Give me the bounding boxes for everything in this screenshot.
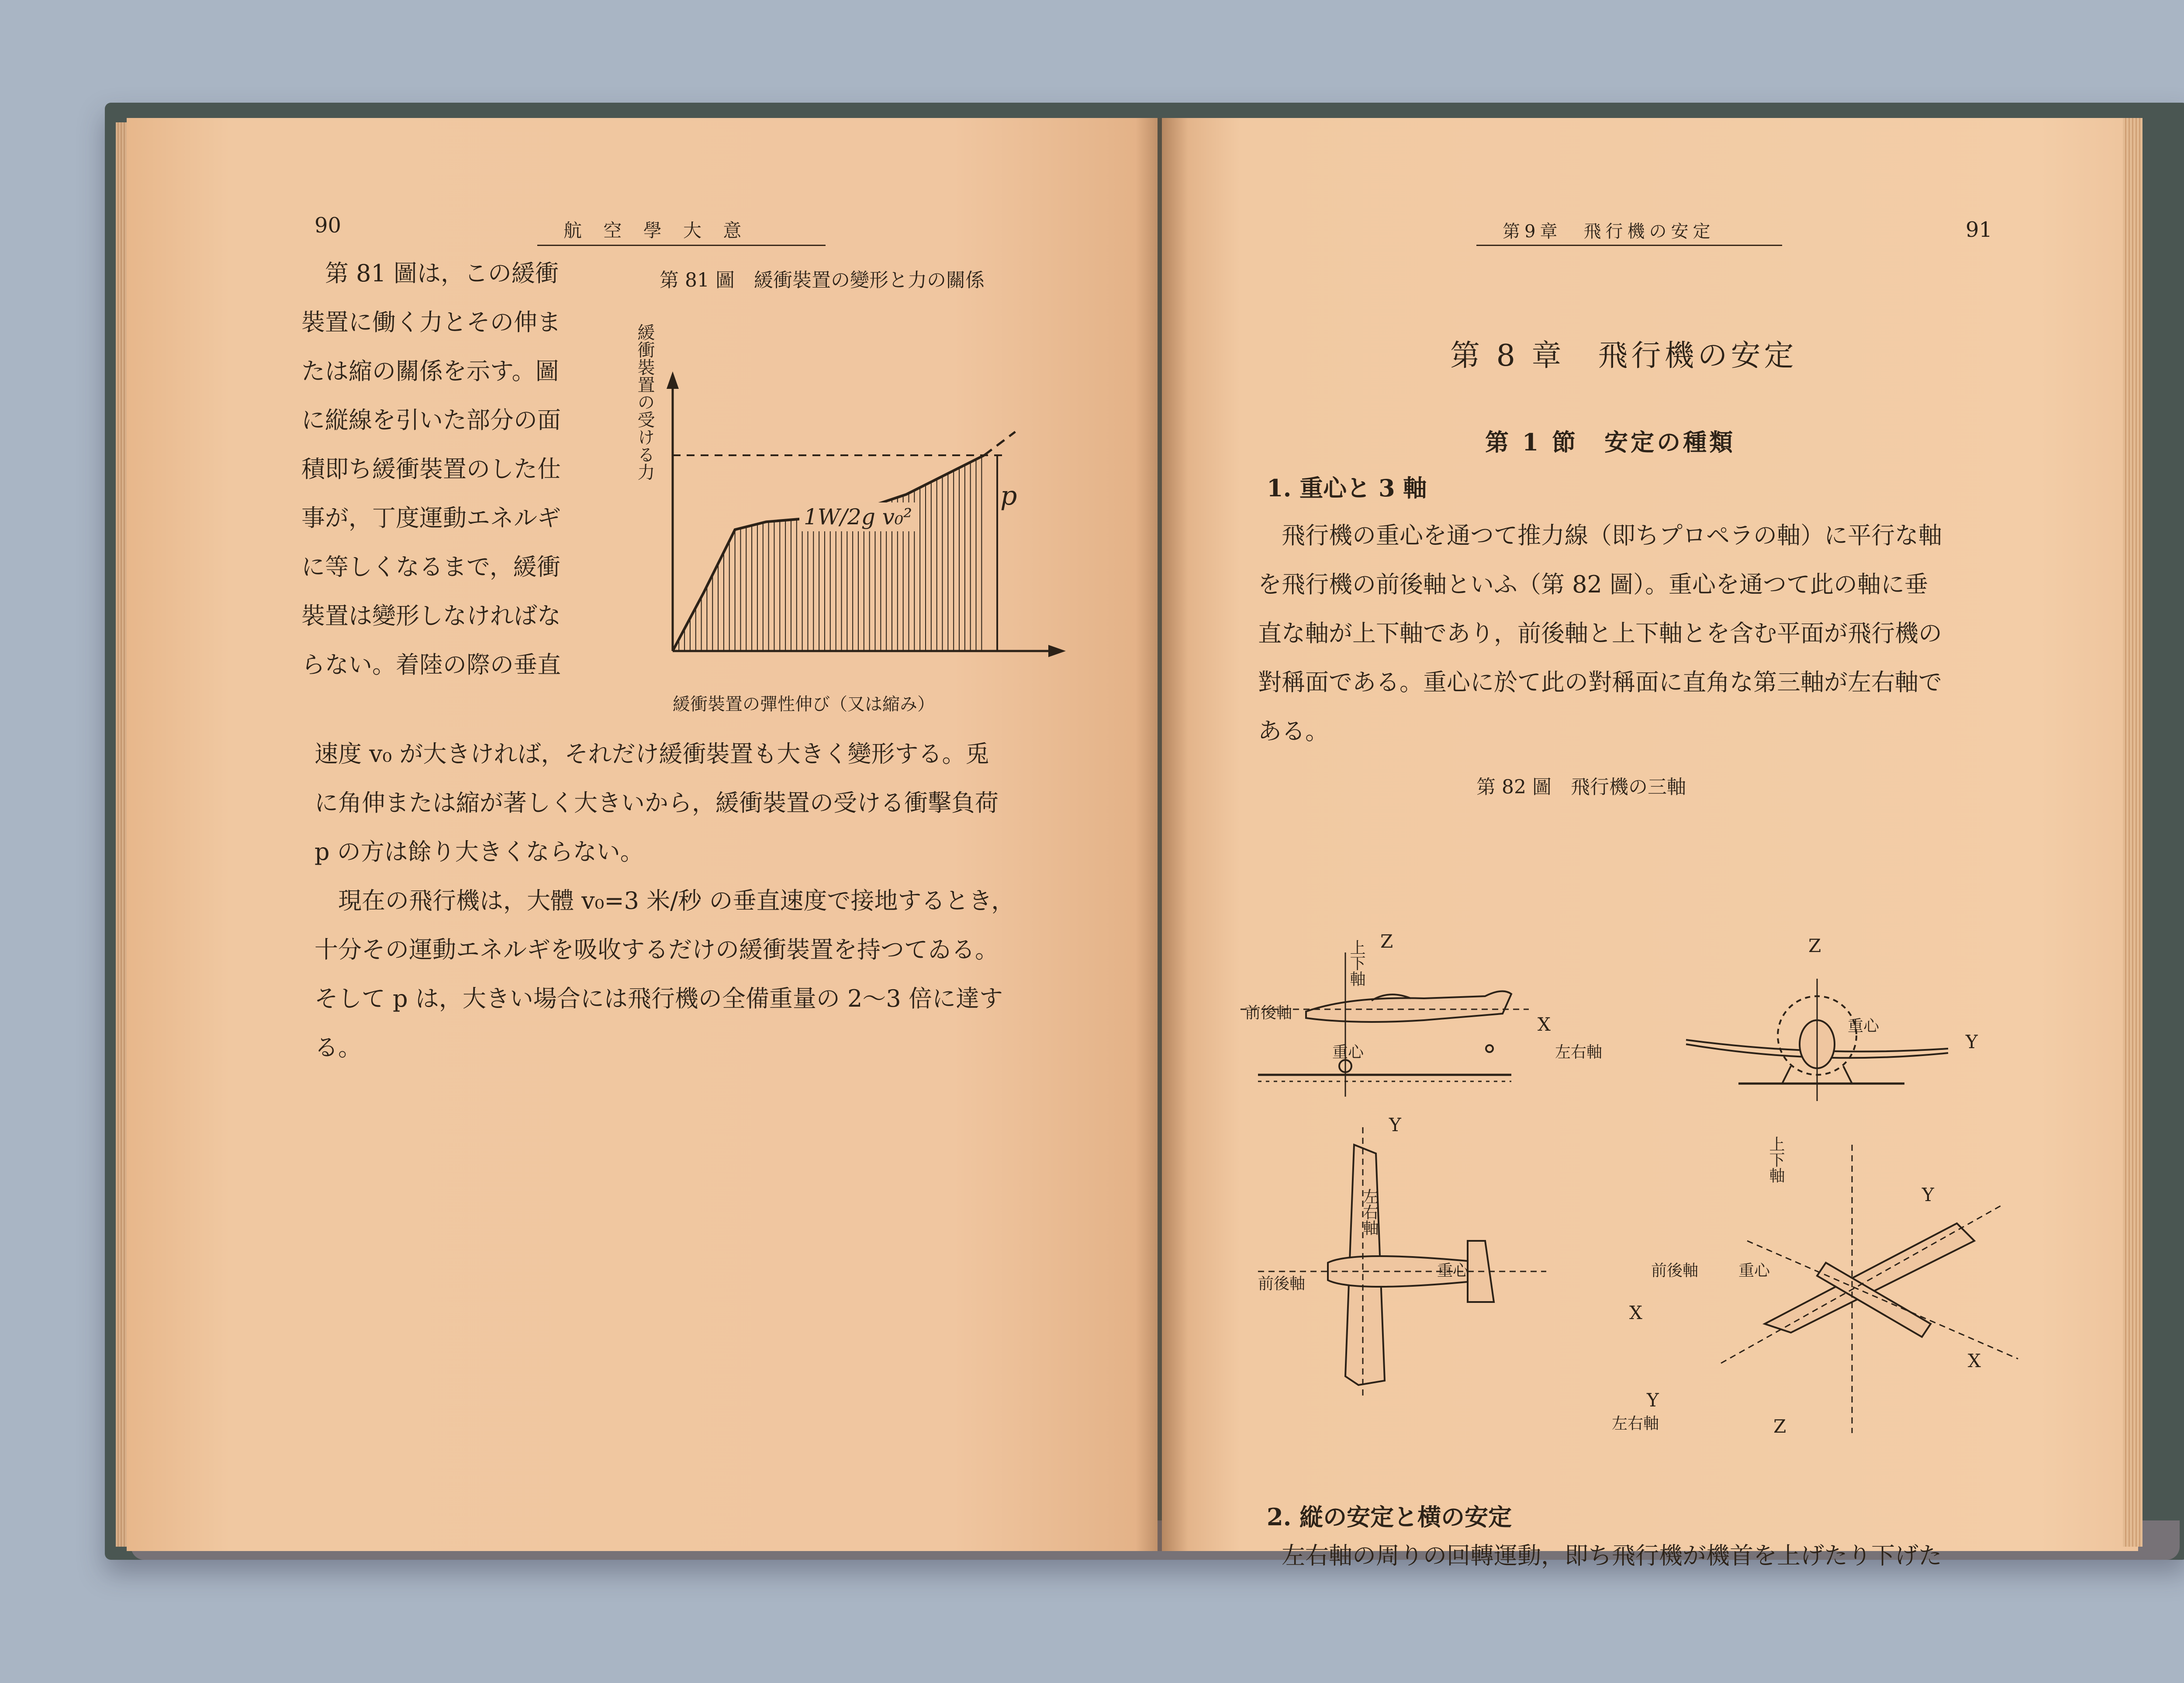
running-head-left: 航 空 學 大 意	[563, 220, 750, 241]
label-y: Y	[1647, 1389, 1659, 1411]
side-view-airplane	[1241, 952, 1529, 1097]
label-y: Y	[1922, 1184, 1934, 1205]
label-fore-aft-axis: 前後軸	[1245, 1004, 1292, 1022]
top-view-airplane	[1258, 1127, 1546, 1398]
text-line: 飛行機の重心を通つて推力線（即ちプロペラの軸）に平行な軸	[1258, 522, 1942, 549]
label-z: Z	[1380, 931, 1393, 952]
label-x: X	[1538, 1014, 1551, 1035]
running-head-rule	[537, 245, 826, 246]
text-line: ある。	[1258, 717, 1329, 745]
label-fore-aft-axis: 前後軸	[1258, 1275, 1306, 1293]
chart-x-label: 緩衝裝置の彈性伸び（又は縮み）	[673, 694, 935, 714]
chart-y-label: 緩衝裝置の受ける力	[635, 323, 655, 481]
left-page	[127, 118, 1158, 1551]
book-gutter	[1136, 118, 1188, 1551]
figure-81-caption: 第 81 圖 緩衝裝置の變形と力の關係	[660, 269, 985, 291]
text-line: たは縮の關係を示す。圖	[301, 357, 559, 385]
chapter-title: 第 8 章 飛行機の安定	[1450, 339, 1797, 373]
running-head-right: 第9章 飛行機の安定	[1503, 222, 1715, 242]
text-line: 積即ち緩衝裝置のした仕	[301, 455, 561, 483]
text-line: 事が，丁度運動エネルギ	[301, 504, 561, 532]
text-line: に角伸または縮が著しく大きいから，緩衝裝置の受ける衝擊負荷	[314, 789, 999, 817]
figure-82-three-axes-diagram	[1241, 821, 2070, 1464]
chart-p-label: p	[1000, 481, 1017, 511]
figure-82-caption: 第 82 圖 飛行機の三軸	[1476, 776, 1686, 798]
label-cg: 重心	[1848, 1017, 1880, 1035]
isometric-airplane	[1721, 1145, 2018, 1433]
text-line: p の方は餘り大きくならない。	[314, 838, 644, 866]
text-line: 裝置に働く力とその伸ま	[301, 308, 561, 336]
right-page-edges	[2123, 118, 2143, 1547]
right-page	[1162, 118, 2138, 1569]
text-line: に等しくなるまで，緩衝	[301, 553, 560, 581]
figure-81-chart	[625, 306, 1114, 686]
label-cg: 重心	[1738, 1262, 1770, 1280]
running-head-rule	[1476, 245, 1782, 246]
y-axis-arrowhead	[667, 371, 679, 389]
label-lateral-axis: 左右軸	[1361, 1188, 1379, 1236]
text-line: そして p は，大きい場合には飛行機の全備重量の 2〜3 倍に達す	[314, 985, 1003, 1012]
page-number-right: 91	[1966, 218, 1993, 242]
subsection-2-heading: 2. 縦の安定と横の安定	[1267, 1503, 1512, 1531]
text-line: らない。着陸の際の垂直	[301, 651, 561, 679]
force-curve	[673, 455, 984, 651]
text-line: 現在の飛行機は，大體 v₀=3 米/秒 の垂直速度で接地するとき，	[314, 887, 1015, 914]
label-cg: 重心	[1332, 1043, 1364, 1061]
text-line: る。	[314, 1034, 362, 1061]
curve-extension-dashed	[984, 432, 1015, 455]
text-line: 直な軸が上下軸であり，前後軸と上下軸とを含む平面が飛行機の	[1258, 620, 1942, 647]
text-line: 左右軸の周りの回轉運動，即ち飛行機が機首を上げたり下げた	[1258, 1542, 1942, 1569]
text-line: 速度 v₀ が大きければ，それだけ緩衝裝置も大きく變形する。兎	[314, 740, 989, 768]
text-line: に縦線を引いた部分の面	[301, 406, 561, 434]
label-cg: 重心	[1437, 1262, 1469, 1280]
subsection-1-heading: 1. 重心と 3 軸	[1267, 474, 1427, 502]
text-line: 十分その運動エネルギを吸收するだけの緩衝裝置を持つてゐる。	[314, 936, 999, 963]
full-width-paragraph	[314, 730, 1171, 1072]
label-vertical-axis: 上下軸	[1767, 1136, 1785, 1183]
label-lateral-axis: 左右軸	[1555, 1043, 1603, 1061]
paragraph-2	[1258, 1531, 2088, 1580]
paragraph-1	[1258, 511, 2088, 756]
page-number-left: 90	[314, 213, 342, 238]
text-line: を飛行機の前後軸といふ（第 82 圖）。重心を通つて此の軸に垂	[1258, 571, 1928, 598]
section-title: 第 1 節 安定の種類	[1485, 428, 1736, 456]
label-z: Z	[1773, 1416, 1787, 1437]
label-y: Y	[1389, 1114, 1401, 1136]
front-view-airplane	[1686, 979, 1948, 1101]
x-axis-arrowhead	[1048, 645, 1066, 657]
label-lateral-axis: 左右軸	[1612, 1415, 1659, 1433]
label-x: X	[1629, 1302, 1642, 1323]
label-y: Y	[1966, 1031, 1978, 1053]
text-line: 對稱面である。重心に於て此の對稱面に直角な第三軸が左右軸で	[1258, 668, 1942, 696]
label-fore-aft-axis: 前後軸	[1651, 1262, 1699, 1280]
text-line: 第 81 圖は，この緩衝	[301, 260, 559, 287]
label-x: X	[1968, 1350, 1981, 1371]
label-vertical-axis: 上下軸	[1348, 939, 1365, 987]
label-z: Z	[1808, 935, 1821, 956]
chart-area-label: 1W/2g v₀²	[799, 502, 916, 531]
text-line: 裝置は變形しなければな	[301, 602, 561, 630]
